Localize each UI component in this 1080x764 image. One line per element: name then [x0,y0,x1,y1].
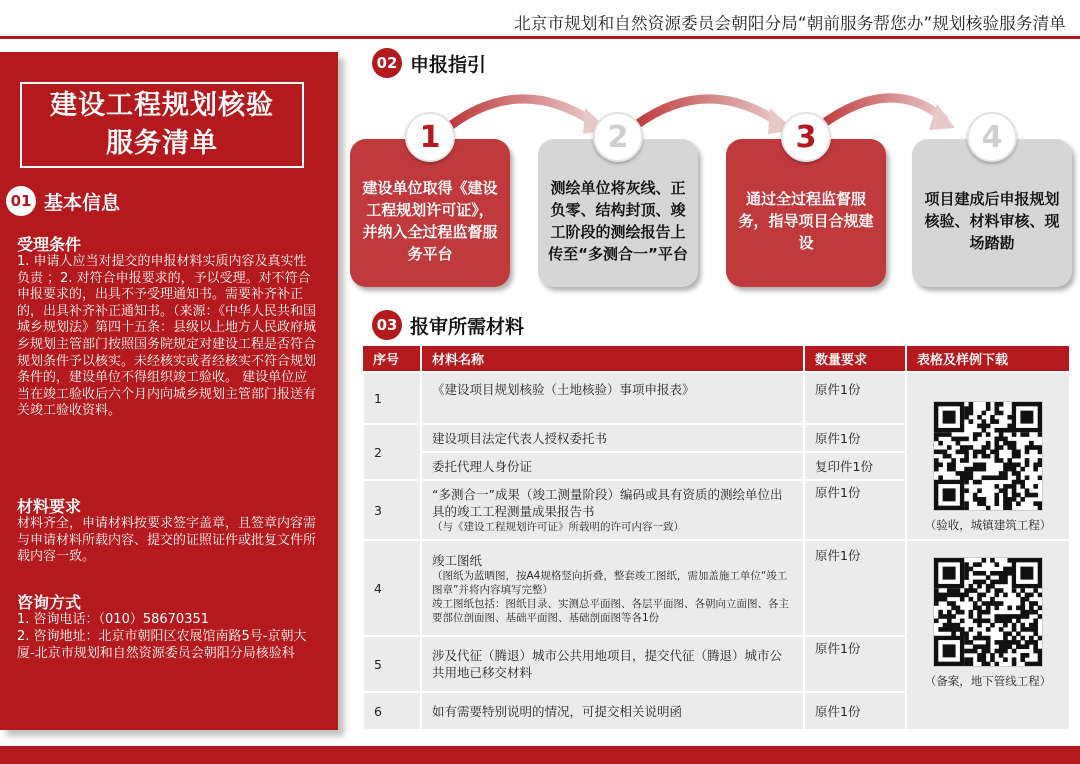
step-number-3: 3 [781,112,831,162]
qr-pattern [934,558,1042,666]
row-name: 竣工图纸 [432,552,483,568]
table-header-row [363,346,1070,372]
step-text: 通过全过程监督服务，指导项目合规建设 [738,190,874,252]
row-no: 6 [363,692,421,730]
flow-arrows [395,78,955,148]
row-name: 委托代理人身份证 [421,452,804,480]
qr-code-icon[interactable] [933,557,1043,667]
title-line-2: 服务清单 [106,128,218,159]
materials-table [362,346,1071,731]
acceptance-text: 1. 申请人应当对提交的申报材料实质内容及真实性负责 ；2. 对符合申报要求的，予以受理。对不符合申报要求的，出具不予受理通知书。需要补齐补正的，出具补齐补正通知书。（来源：《中华人民共和国城乡规划法》第四十五条：县级以上地方人民政府城乡规划主管部门按照国务院规定对建设工程是否符合规划条件予以核实。未经核实或者经核实不符合规划条件的，建设单位不得组织竣工验收。 建设单位应当在竣工验收后六个月内向城乡规划主管部门报送有关竣工验收资料。 [17,254,317,419]
row-name-cell [421,480,804,540]
materials-req-title: 材料要求 [17,497,82,516]
row-no: 4 [363,540,421,636]
row-no: 3 [363,480,421,540]
row-note: （图纸为蓝晒图，按A4规格竖向折叠，整套竣工图纸，需加盖施工单位“竣工图章”并将内容填写完整） [432,569,788,596]
row-qty: 原件1份 [804,372,906,424]
qr-caption: （备案，地下管线工程） [924,674,1052,688]
page-header-title: 北京市规划和自然资源委员会朝阳分局“朝前服务帮您办”规划核验服务清单 [514,14,1066,33]
section-title: 报审所需材料 [410,315,525,338]
table-row [363,540,1070,636]
qr-pattern [934,402,1042,510]
consult-address: 2. 咨询地址：北京市朝阳区农展馆南路5号-京朝大厦-北京市规划和自然资源委员会朝阳分局核验科 [17,629,307,661]
basic-info-panel [0,52,338,730]
row-qty: 原件1份 [804,636,906,692]
col-header-qty: 数量要求 [804,346,906,372]
download-cell-1 [906,372,1070,540]
row-name: 《建设项目规划核验（土地核验）事项申报表》 [421,372,804,424]
row-note-2: 竣工图纸包括：图纸目录、实测总平面图、各层平面图、各朝向立面图、各主要部位剖面图、基础平面图、基础剖面图等各1份 [432,597,789,624]
footer-bar [0,746,1080,764]
step-text: 项目建成后申报规划核验、材料审核、现场踏勘 [924,190,1060,252]
header-divider [0,36,1080,39]
section-title: 申报指引 [410,53,487,76]
step-text: 建设单位取得《建设工程规划许可证》，并纳入全过程监督服务平台 [362,179,498,263]
row-name: “多测合一”成果（竣工测量阶段）编码或具有资质的测绘单位出具的竣工工程测量成果报告书 [432,487,783,519]
section-number-badge: 03 [372,310,402,340]
step-number-4: 4 [967,112,1017,162]
col-header-no: 序号 [363,346,421,372]
step-number-1: 1 [405,112,455,162]
row-no: 5 [363,636,421,692]
qr-caption: （验收，城镇建筑工程） [924,518,1052,532]
row-qty: 原件1份 [804,692,906,730]
title-line-1: 建设工程规划核验 [50,90,274,121]
col-header-name: 材料名称 [421,346,804,372]
row-qty: 原件1份 [804,480,906,540]
section-number-badge: 01 [6,186,36,216]
row-name: 涉及代征（腾退）城市公共用地项目，提交代征（腾退）城市公共用地已移交材料 [421,636,804,692]
row-name-cell [421,540,804,636]
section-basic-info-header [6,186,120,216]
row-qty: 原件1份 [804,424,906,452]
table-row [363,372,1070,424]
acceptance-title: 受理条件 [17,235,82,254]
consult-phone: 1. 咨询电话：（010）58670351 [17,612,210,627]
row-no: 1 [363,372,421,424]
row-qty: 原件1份 [804,540,906,636]
step-number-2: 2 [593,112,643,162]
row-qty: 复印件1份 [804,452,906,480]
step-text: 测绘单位将灰线、正负零、结构封顶、竣工阶段的测绘报告上传至“多测合一”平台 [548,179,688,263]
qr-code-icon[interactable] [933,401,1043,511]
section-guide-header [372,48,486,78]
section-title: 基本信息 [44,191,121,214]
consult-title: 咨询方式 [17,593,82,612]
download-cell-2 [906,540,1070,730]
row-name: 如有需要特别说明的情况，可提交相关说明函 [421,692,804,730]
row-name: 建设项目法定代表人授权委托书 [421,424,804,452]
col-header-download: 表格及样例下载 [906,346,1070,372]
row-no: 2 [363,424,421,480]
materials-req-text: 材料齐全，申请材料按要求签字盖章，且签章内容需与申请材料所载内容、提交的证照证件或批复文件所载内容一致。 [17,516,317,565]
service-list-title [20,82,304,168]
section-number-badge: 02 [372,48,402,78]
row-note: （与《建设工程规划许可证》所载明的许可内容一致） [432,521,684,533]
section-materials-header [372,310,524,340]
